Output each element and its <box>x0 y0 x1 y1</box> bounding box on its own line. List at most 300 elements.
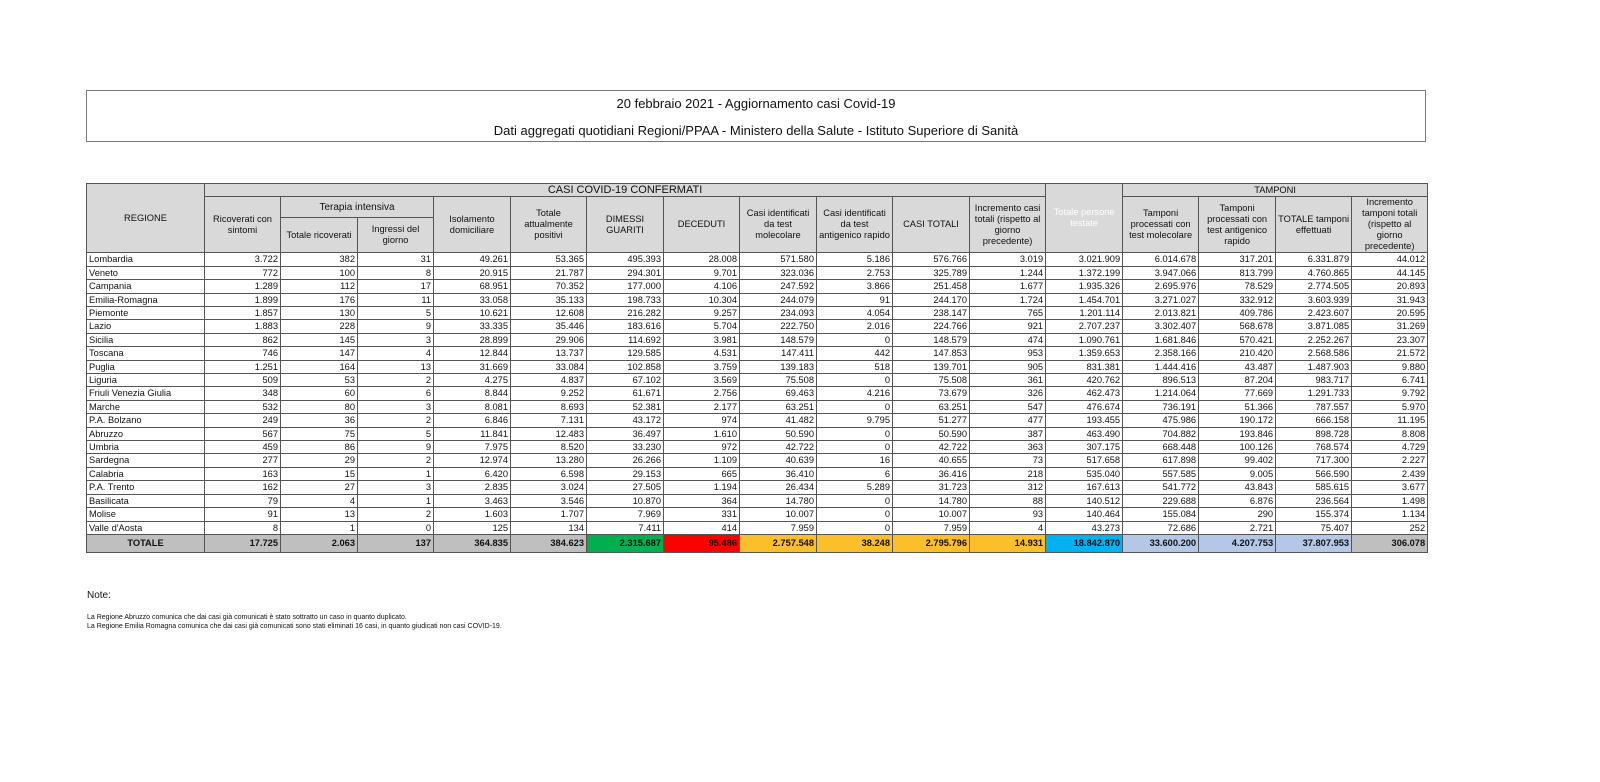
total-value-cell: 33.600.200 <box>1123 534 1199 552</box>
value-cell: 42.722 <box>893 441 970 454</box>
value-cell: 129.585 <box>587 347 664 360</box>
value-cell: 2.756 <box>664 387 740 400</box>
table-row <box>87 387 1428 400</box>
value-cell: 216.282 <box>587 307 664 320</box>
table-row <box>87 320 1428 333</box>
value-cell: 442 <box>817 347 893 360</box>
value-cell: 9.795 <box>817 414 893 427</box>
value-cell: 0 <box>817 508 893 521</box>
value-cell: 772 <box>205 266 281 279</box>
value-cell: 1.498 <box>1352 494 1428 507</box>
value-cell: 1.289 <box>205 280 281 293</box>
table-row <box>87 253 1428 266</box>
value-cell: 4.106 <box>664 280 740 293</box>
value-cell: 247.592 <box>740 280 817 293</box>
value-cell: 15 <box>281 467 358 480</box>
value-cell: 8.081 <box>434 400 511 413</box>
value-cell: 72.686 <box>1123 521 1199 534</box>
value-cell: 93 <box>970 508 1046 521</box>
value-cell: 50.590 <box>740 427 817 440</box>
value-cell: 155.374 <box>1276 508 1352 521</box>
value-cell: 462.473 <box>1046 387 1123 400</box>
value-cell: 20.915 <box>434 266 511 279</box>
value-cell: 249 <box>205 414 281 427</box>
value-cell: 2.252.267 <box>1276 333 1352 346</box>
value-cell: 585.615 <box>1276 481 1352 494</box>
value-cell: 148.579 <box>740 333 817 346</box>
region-name-cell: Liguria <box>87 374 205 387</box>
value-cell: 13.280 <box>511 454 587 467</box>
value-cell: 190.172 <box>1199 414 1276 427</box>
value-cell: 2.753 <box>817 266 893 279</box>
value-cell: 7.975 <box>434 441 511 454</box>
value-cell: 183.616 <box>587 320 664 333</box>
value-cell: 53 <box>281 374 358 387</box>
table-row <box>87 333 1428 346</box>
value-cell: 87.204 <box>1199 374 1276 387</box>
value-cell: 63.251 <box>740 400 817 413</box>
value-cell: 474 <box>970 333 1046 346</box>
value-cell: 6.741 <box>1352 374 1428 387</box>
value-cell: 35.133 <box>511 293 587 306</box>
table-row <box>87 454 1428 467</box>
value-cell: 31.669 <box>434 360 511 373</box>
report-title: 20 febbraio 2021 - Aggiornamento casi Covid-19 <box>616 96 896 111</box>
value-cell: 6.331.879 <box>1276 253 1352 266</box>
value-cell: 102.858 <box>587 360 664 373</box>
value-cell: 364 <box>664 494 740 507</box>
value-cell: 477 <box>970 414 1046 427</box>
value-cell: 3 <box>358 333 434 346</box>
value-cell: 79 <box>205 494 281 507</box>
value-cell: 12.844 <box>434 347 511 360</box>
value-cell: 974 <box>664 414 740 427</box>
value-cell: 0 <box>817 441 893 454</box>
region-name-cell: P.A. Trento <box>87 481 205 494</box>
value-cell: 2.439 <box>1352 467 1428 480</box>
region-name-cell: P.A. Bolzano <box>87 414 205 427</box>
value-cell: 35.446 <box>511 320 587 333</box>
value-cell: 8.844 <box>434 387 511 400</box>
value-cell: 6.014.678 <box>1123 253 1199 266</box>
col-header-isolamento: Isolamento domiciliare <box>434 197 511 253</box>
region-name-cell: Lazio <box>87 320 205 333</box>
value-cell: 36.416 <box>893 467 970 480</box>
col-header-tamponi-antigenico: Tamponi processati con test antigenico rapido <box>1199 197 1276 253</box>
group-header-tamponi: TAMPONI <box>1123 184 1428 197</box>
value-cell: 3.722 <box>205 253 281 266</box>
value-cell: 898.728 <box>1276 427 1352 440</box>
total-row <box>87 534 1428 552</box>
value-cell: 6 <box>817 467 893 480</box>
value-cell: 10.007 <box>740 508 817 521</box>
value-cell: 27 <box>281 481 358 494</box>
value-cell: 1.707 <box>511 508 587 521</box>
value-cell: 576.766 <box>893 253 970 266</box>
value-cell: 459 <box>205 441 281 454</box>
value-cell: 125 <box>434 521 511 534</box>
value-cell: 8 <box>358 266 434 279</box>
value-cell: 0 <box>817 427 893 440</box>
value-cell: 768.574 <box>1276 441 1352 454</box>
value-cell: 10.870 <box>587 494 664 507</box>
table-row <box>87 494 1428 507</box>
region-name-cell: Toscana <box>87 347 205 360</box>
value-cell: 1.883 <box>205 320 281 333</box>
value-cell: 1.251 <box>205 360 281 373</box>
value-cell: 9.792 <box>1352 387 1428 400</box>
col-header-ti-ingressi: Ingressi del giorno <box>358 217 434 252</box>
value-cell: 517.658 <box>1046 454 1123 467</box>
value-cell: 3.981 <box>664 333 740 346</box>
value-cell: 8 <box>205 521 281 534</box>
notes-section <box>87 590 502 631</box>
region-name-cell: Puglia <box>87 360 205 373</box>
value-cell: 139.701 <box>893 360 970 373</box>
value-cell: 0 <box>817 521 893 534</box>
value-cell: 862 <box>205 333 281 346</box>
total-value-cell: 364.835 <box>434 534 511 552</box>
value-cell: 147 <box>281 347 358 360</box>
value-cell: 14.780 <box>893 494 970 507</box>
value-cell: 29.153 <box>587 467 664 480</box>
value-cell: 6.876 <box>1199 494 1276 507</box>
value-cell: 44.012 <box>1352 253 1428 266</box>
value-cell: 41.482 <box>740 414 817 427</box>
value-cell: 162 <box>205 481 281 494</box>
value-cell: 3 <box>358 481 434 494</box>
value-cell: 1.610 <box>664 427 740 440</box>
value-cell: 896.513 <box>1123 374 1199 387</box>
value-cell: 140.464 <box>1046 508 1123 521</box>
value-cell: 61.671 <box>587 387 664 400</box>
col-header-dimessi: DIMESSI GUARITI <box>587 197 664 253</box>
value-cell: 134 <box>511 521 587 534</box>
value-cell: 21.572 <box>1352 347 1428 360</box>
value-cell: 27.505 <box>587 481 664 494</box>
col-header-ricoverati: Ricoverati con sintomi <box>205 197 281 253</box>
value-cell: 167.613 <box>1046 481 1123 494</box>
value-cell: 244.079 <box>740 293 817 306</box>
value-cell: 765 <box>970 307 1046 320</box>
value-cell: 23.307 <box>1352 333 1428 346</box>
value-cell: 36 <box>281 414 358 427</box>
value-cell: 11 <box>358 293 434 306</box>
value-cell: 3.019 <box>970 253 1046 266</box>
value-cell: 43.273 <box>1046 521 1123 534</box>
value-cell: 3.569 <box>664 374 740 387</box>
value-cell: 49.261 <box>434 253 511 266</box>
value-cell: 294.301 <box>587 266 664 279</box>
value-cell: 557.585 <box>1123 467 1199 480</box>
value-cell: 476.674 <box>1046 400 1123 413</box>
value-cell: 28.008 <box>664 253 740 266</box>
table-row <box>87 508 1428 521</box>
value-cell: 2.721 <box>1199 521 1276 534</box>
value-cell: 953 <box>970 347 1046 360</box>
value-cell: 2.774.505 <box>1276 280 1352 293</box>
value-cell: 218 <box>970 467 1046 480</box>
value-cell: 40.655 <box>893 454 970 467</box>
value-cell: 1.201.114 <box>1046 307 1123 320</box>
total-value-cell: 14.931 <box>970 534 1046 552</box>
table-row <box>87 307 1428 320</box>
total-value-cell: 384.623 <box>511 534 587 552</box>
value-cell: 2.177 <box>664 400 740 413</box>
value-cell: 325.789 <box>893 266 970 279</box>
value-cell: 420.762 <box>1046 374 1123 387</box>
table-row <box>87 374 1428 387</box>
value-cell: 29.906 <box>511 333 587 346</box>
value-cell: 14.780 <box>740 494 817 507</box>
value-cell: 91 <box>817 293 893 306</box>
value-cell: 42.722 <box>740 441 817 454</box>
value-cell: 69.463 <box>740 387 817 400</box>
value-cell: 99.402 <box>1199 454 1276 467</box>
value-cell: 9 <box>358 320 434 333</box>
value-cell: 568.678 <box>1199 320 1276 333</box>
value-cell: 1.454.701 <box>1046 293 1123 306</box>
value-cell: 224.766 <box>893 320 970 333</box>
value-cell: 2.707.237 <box>1046 320 1123 333</box>
value-cell: 2.568.586 <box>1276 347 1352 360</box>
report-subtitle: Dati aggregati quotidiani Regioni/PPAA - Ministero della Salute - Istituto Superiore di Sanità <box>493 123 1019 138</box>
value-cell: 80 <box>281 400 358 413</box>
table-row <box>87 280 1428 293</box>
value-cell: 3.677 <box>1352 481 1428 494</box>
total-label-cell: TOTALE <box>87 534 205 552</box>
region-name-cell: Lombardia <box>87 253 205 266</box>
value-cell: 8.808 <box>1352 427 1428 440</box>
value-cell: 68.951 <box>434 280 511 293</box>
note-line: La Regione Abruzzo comunica che dai casi già comunicati è stato sottratto un caso in quanto duplicato. <box>87 614 407 621</box>
table-body <box>87 253 1428 553</box>
value-cell: 51.277 <box>893 414 970 427</box>
value-cell: 7.969 <box>587 508 664 521</box>
value-cell: 6.846 <box>434 414 511 427</box>
value-cell: 1.090.761 <box>1046 333 1123 346</box>
value-cell: 717.300 <box>1276 454 1352 467</box>
table-row <box>87 266 1428 279</box>
value-cell: 198.733 <box>587 293 664 306</box>
value-cell: 148.579 <box>893 333 970 346</box>
value-cell: 382 <box>281 253 358 266</box>
value-cell: 1.109 <box>664 454 740 467</box>
value-cell: 6.420 <box>434 467 511 480</box>
value-cell: 666.158 <box>1276 414 1352 427</box>
total-value-cell: 2.063 <box>281 534 358 552</box>
table-row <box>87 360 1428 373</box>
region-name-cell: Veneto <box>87 266 205 279</box>
value-cell: 9 <box>358 441 434 454</box>
value-cell: 4.275 <box>434 374 511 387</box>
value-cell: 155.084 <box>1123 508 1199 521</box>
value-cell: 43.172 <box>587 414 664 427</box>
value-cell: 1 <box>358 467 434 480</box>
total-value-cell: 2.315.687 <box>587 534 664 552</box>
value-cell: 475.986 <box>1123 414 1199 427</box>
value-cell: 2 <box>358 508 434 521</box>
col-header-casi-antigenico: Casi identificati da test antigenico rapido <box>817 197 893 253</box>
value-cell: 1.372.199 <box>1046 266 1123 279</box>
value-cell: 130 <box>281 307 358 320</box>
value-cell: 36.410 <box>740 467 817 480</box>
region-name-cell: Emilia-Romagna <box>87 293 205 306</box>
value-cell: 139.183 <box>740 360 817 373</box>
value-cell: 363 <box>970 441 1046 454</box>
value-cell: 4 <box>358 347 434 360</box>
value-cell: 28.899 <box>434 333 511 346</box>
value-cell: 4.760.865 <box>1276 266 1352 279</box>
value-cell: 5.970 <box>1352 400 1428 413</box>
region-name-cell: Campania <box>87 280 205 293</box>
value-cell: 1.935.326 <box>1046 280 1123 293</box>
value-cell: 43.487 <box>1199 360 1276 373</box>
value-cell: 4.837 <box>511 374 587 387</box>
value-cell: 36.497 <box>587 427 664 440</box>
value-cell: 1.603 <box>434 508 511 521</box>
value-cell: 244.170 <box>893 293 970 306</box>
value-cell: 567 <box>205 427 281 440</box>
value-cell: 571.580 <box>740 253 817 266</box>
value-cell: 4.216 <box>817 387 893 400</box>
col-header-positivi: Totale attualmente positivi <box>511 197 587 253</box>
value-cell: 43.843 <box>1199 481 1276 494</box>
value-cell: 3 <box>358 400 434 413</box>
value-cell: 4.729 <box>1352 441 1428 454</box>
value-cell: 63.251 <box>893 400 970 413</box>
region-name-cell: Abruzzo <box>87 427 205 440</box>
value-cell: 234.093 <box>740 307 817 320</box>
col-header-deceduti: DECEDUTI <box>664 197 740 253</box>
total-value-cell: 18.842.870 <box>1046 534 1123 552</box>
region-name-cell: Valle d'Aosta <box>87 521 205 534</box>
value-cell: 2 <box>358 374 434 387</box>
col-header-ti-totale: Totale ricoverati <box>281 217 358 252</box>
value-cell: 704.882 <box>1123 427 1199 440</box>
table-row <box>87 293 1428 306</box>
value-cell: 0 <box>358 521 434 534</box>
value-cell: 1.444.416 <box>1123 360 1199 373</box>
value-cell: 6 <box>358 387 434 400</box>
value-cell: 177.000 <box>587 280 664 293</box>
value-cell: 323.036 <box>740 266 817 279</box>
value-cell: 75.508 <box>893 374 970 387</box>
value-cell: 20.893 <box>1352 280 1428 293</box>
value-cell: 73.679 <box>893 387 970 400</box>
value-cell: 8.693 <box>511 400 587 413</box>
group-header-terapia: Terapia intensiva <box>281 197 434 218</box>
total-value-cell: 2.795.796 <box>893 534 970 552</box>
value-cell: 9.005 <box>1199 467 1276 480</box>
value-cell: 495.393 <box>587 253 664 266</box>
value-cell: 3.302.407 <box>1123 320 1199 333</box>
value-cell: 12.483 <box>511 427 587 440</box>
col-header-tamponi-totale: TOTALE tamponi effettuati <box>1276 197 1352 253</box>
value-cell: 12.974 <box>434 454 511 467</box>
value-cell: 7.959 <box>740 521 817 534</box>
value-cell: 6.598 <box>511 467 587 480</box>
value-cell: 0 <box>817 400 893 413</box>
value-cell: 33.230 <box>587 441 664 454</box>
value-cell: 78.529 <box>1199 280 1276 293</box>
value-cell: 31.269 <box>1352 320 1428 333</box>
value-cell: 746 <box>205 347 281 360</box>
value-cell: 10.007 <box>893 508 970 521</box>
value-cell: 11.841 <box>434 427 511 440</box>
total-value-cell: 2.757.548 <box>740 534 817 552</box>
table-row <box>87 347 1428 360</box>
value-cell: 2.695.976 <box>1123 280 1199 293</box>
value-cell: 3.866 <box>817 280 893 293</box>
table-row <box>87 467 1428 480</box>
value-cell: 5 <box>358 307 434 320</box>
value-cell: 3.546 <box>511 494 587 507</box>
value-cell: 164 <box>281 360 358 373</box>
value-cell: 236.564 <box>1276 494 1352 507</box>
value-cell: 0 <box>817 333 893 346</box>
region-name-cell: Friuli Venezia Giulia <box>87 387 205 400</box>
value-cell: 2 <box>358 454 434 467</box>
value-cell: 1.244 <box>970 266 1046 279</box>
value-cell: 67.102 <box>587 374 664 387</box>
col-header-incremento-tamponi: Incremento tamponi totali (rispetto al giorno precedente) <box>1352 197 1428 253</box>
value-cell: 3.871.085 <box>1276 320 1352 333</box>
table-row <box>87 400 1428 413</box>
value-cell: 535.040 <box>1046 467 1123 480</box>
value-cell: 972 <box>664 441 740 454</box>
value-cell: 317.201 <box>1199 253 1276 266</box>
value-cell: 617.898 <box>1123 454 1199 467</box>
value-cell: 75.407 <box>1276 521 1352 534</box>
value-cell: 787.557 <box>1276 400 1352 413</box>
value-cell: 570.421 <box>1199 333 1276 346</box>
value-cell: 60 <box>281 387 358 400</box>
value-cell: 5 <box>358 427 434 440</box>
value-cell: 2.227 <box>1352 454 1428 467</box>
value-cell: 518 <box>817 360 893 373</box>
value-cell: 0 <box>817 374 893 387</box>
value-cell: 9.880 <box>1352 360 1428 373</box>
report-title-box <box>86 90 1426 142</box>
value-cell: 163 <box>205 467 281 480</box>
value-cell: 53.365 <box>511 253 587 266</box>
total-value-cell: 17.725 <box>205 534 281 552</box>
value-cell: 2.423.607 <box>1276 307 1352 320</box>
value-cell: 1.681.846 <box>1123 333 1199 346</box>
value-cell: 665 <box>664 467 740 480</box>
group-header-casi: CASI COVID-19 CONFERMATI <box>205 184 1046 197</box>
value-cell: 463.490 <box>1046 427 1123 440</box>
value-cell: 387 <box>970 427 1046 440</box>
region-name-cell: Umbria <box>87 441 205 454</box>
region-name-cell: Marche <box>87 400 205 413</box>
value-cell: 112 <box>281 280 358 293</box>
value-cell: 75 <box>281 427 358 440</box>
value-cell: 21.787 <box>511 266 587 279</box>
value-cell: 140.512 <box>1046 494 1123 507</box>
value-cell: 1 <box>281 521 358 534</box>
value-cell: 2.013.821 <box>1123 307 1199 320</box>
value-cell: 414 <box>664 521 740 534</box>
value-cell: 332.912 <box>1199 293 1276 306</box>
region-name-cell: Piemonte <box>87 307 205 320</box>
value-cell: 8.520 <box>511 441 587 454</box>
table-row <box>87 481 1428 494</box>
value-cell: 541.772 <box>1123 481 1199 494</box>
covid-data-table <box>86 183 1428 553</box>
value-cell: 4 <box>281 494 358 507</box>
